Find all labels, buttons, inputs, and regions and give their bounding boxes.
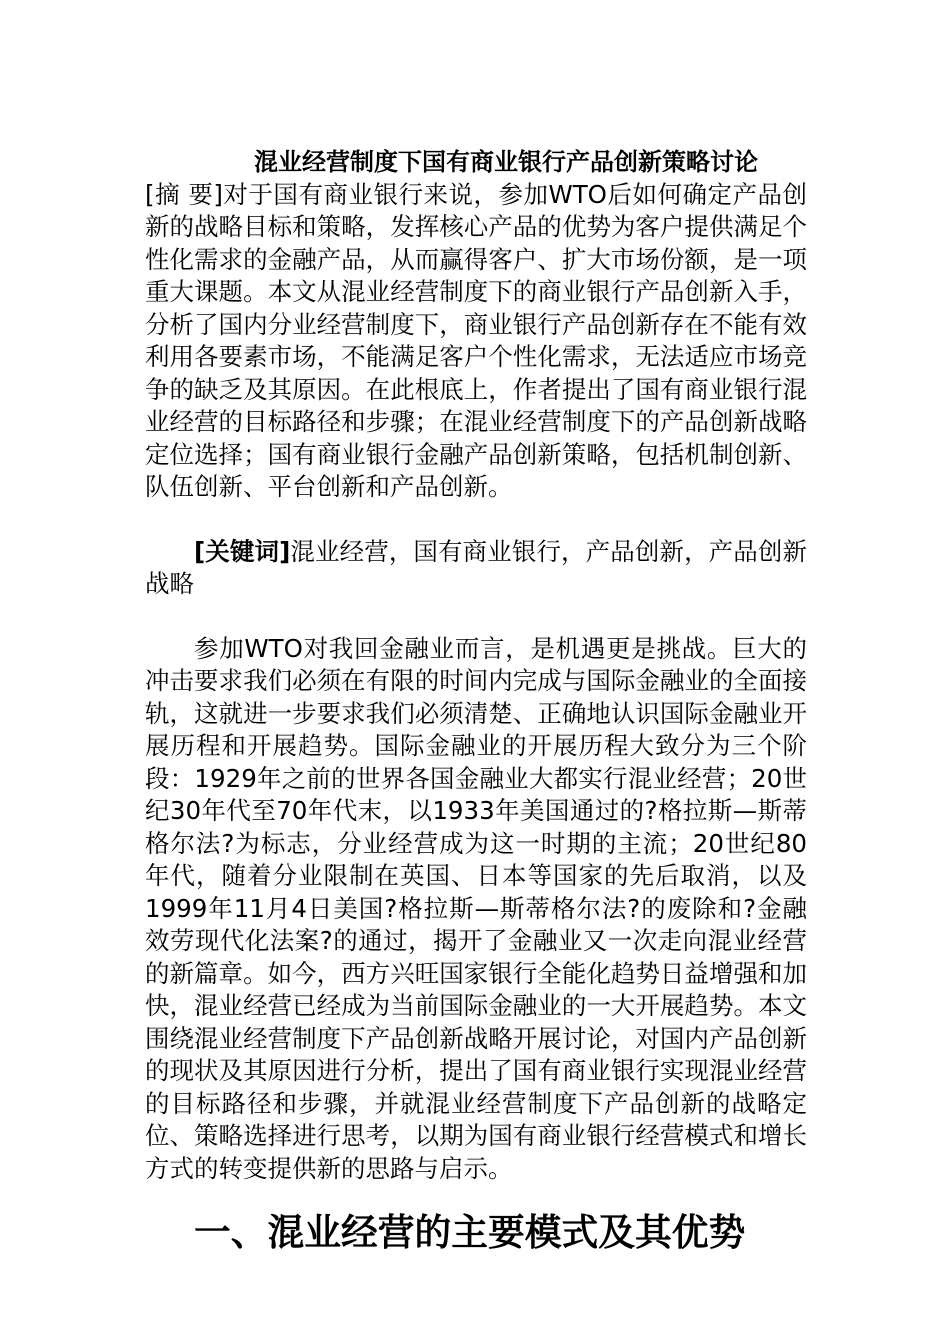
document-page [145, 146, 807, 1254]
keywords-label: [关键词] [194, 536, 291, 566]
document-title: 混业经营制度下国有商业银行产品创新策略讨论 [254, 148, 758, 176]
keywords-text: 混业经营，国有商业银行，产品创新，产品创新战略 [145, 536, 807, 598]
keywords-paragraph [145, 536, 807, 601]
abstract-text: 对于国有商业银行来说，参加WTO后如何确定产品创新的战略目标和策略，发挥核心产品的优势为客户提供满足个性化需求的金融产品，从而赢得客户、扩大市场份额，是一项重大课题。本文从混业经营制度下的商业银行产品创新入手，分析了国内分业经营制度下，商业银行产品创新存在不能有效利用各要素市场，不能满足客户个性化需求，无法适应市场竞争的缺乏及其原因。在此根底上，作者提出了国有商业银行混业经营的目标路径和步骤；在混业经营制度下的产品创新战略定位选择；国有商业银行金融产品创新策略，包括机制创新、队伍创新、平台创新和产品创新。 [145, 179, 807, 501]
intro-paragraph: 参加WTO对我回金融业而言，是机遇更是挑战。巨大的冲击要求我们必须在有限的时间内完成与国际金融业的全面接轨，这就进一步要求我们必须清楚、正确地认识国际金融业开展历程和开展趋势。国际金融业的开展历程大致分为三个阶段：1929年之前的世界各国金融业大都实行混业经营；20世纪30年代至70年代末，以1933年美国通过的?格拉斯—斯蒂格尔法?为标志，分业经营成为这一时期的主流；20世纪80年代，随着分业限制在英国、日本等国家的先后取消，以及1999年11月4日美国?格拉斯—斯蒂格尔法?的废除和?金融效劳现代化法案?的通过，揭开了金融业又一次走向混业经营的新篇章。如今，西方兴旺国家银行全能化趋势日益增强和加快，混业经营已经成为当前国际金融业的一大开展趋势。本文围绕混业经营制度下产品创新战略开展讨论，对国内产品创新的现状及其原因进行分析，提出了国有商业银行实现混业经营的目标路径和步骤，并就混业经营制度下产品创新的战略定位、策略选择进行思考，以期为国有商业银行经营模式和增长方式的转变提供新的思路与启示。 [145, 633, 807, 1183]
section-heading: 一、混业经营的主要模式及其优势 [194, 1211, 746, 1254]
abstract-paragraph [145, 179, 807, 504]
abstract-label: [摘 要] [145, 179, 223, 209]
